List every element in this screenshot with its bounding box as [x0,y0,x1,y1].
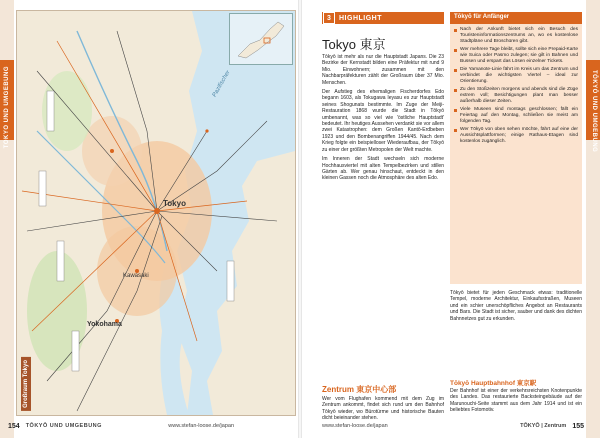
sidebar-item: Wer Tōkyō von oben sehen möchte, fährt auf eine der Aussichtsplattformen; einige Rathaus-Etagen sind kostenlos zugänglich. [454,127,578,145]
left-footer-section: TŌKYŌ UND UMGEBUNG [25,423,102,429]
sidebar-item: Die Yamanote-Linie fährt im Kreis um das Zentrum und verbindet die wichtigsten Viertel – ideal zur Orientierung. [454,67,578,85]
greater-tokyo-map [16,10,296,416]
sidebar-item: Wer mehrere Tage bleibt, sollte sich eine Prepaid-Karte wie Suica oder Pasmo zulegen; sie gilt in Bahnen und Bussen und erspart das Lösen einzelner Tickets. [454,47,578,65]
right-footer [322,420,584,432]
sidebar-list [450,27,582,145]
right-footer-url[interactable]: www.stefan-loose.de/japan [322,423,388,429]
map-place-tokyo: Tokyo [163,199,186,208]
left-footer-url[interactable]: www.stefan-loose.de/japan [168,423,234,429]
sidebar-item: Nach der Ankunft bietet sich ein Besuch des Touristeninformationszentrums an, wo es kostenlose Stadtpläne und Broschüren gibt. [454,27,578,45]
inset-graphic [230,14,292,64]
column-two-paragraph: Tōkyō bietet für jeden Geschmack etwas: traditionelle Tempel, moderne Architektur, Einkaufsstraßen, Museen und ein schier unerschöpfliches Angebot an Restaurants und Bars. Die Stadt ist sicher, sauber und dank des dichten Bahnnetzes gut zu erkunden. [450,290,582,322]
bahnhof-heading: Tōkyō Hauptbahnhof 東京駅 [450,380,537,387]
highlight-label: HIGHLIGHT [339,14,382,22]
map-place-kawasaki: Kawasaki [123,273,149,279]
left-tab-label: TŌKYŌ UND UMGEBUNG [4,66,10,149]
right-thumb-tab [586,0,600,438]
beginner-sidebar [450,12,582,284]
intro-paragraph: Im Inneren der Stadt wechseln sich moderne Hochhausviertel mit alten Tempelbezirken und stillen Gärten ab. Wer genau hinschaut, entdeckt in den kleinen Gassen noch die Atmosphäre des alten Edo. [322,156,444,182]
zentrum-text: Wer vom Flughafen kommend mit dem Zug im Zentrum ankommt, findet sich rund um den Bahnhof Tōkyō wieder, wo Bürotürme und historische Bauten dicht beieinander stehen. [322,396,444,422]
map-place-yokohama: Yokohama [87,321,122,328]
map-graphic [17,11,295,415]
zentrum-heading: Zentrum 東京中心部 [322,385,397,394]
map-title: Großraum Tokyo [21,357,31,411]
right-footer-section: TŌKYŌ | Zentrum [520,423,567,429]
left-page-number: 154 [8,422,20,430]
map-sea-label: Pazifischer [211,69,232,99]
intro-text [322,54,444,185]
sidebar-item: Zu den Stoßzeiten morgens und abends sind die Züge extrem voll; Besichtigungen plant man besser außerhalb dieser Zeiten. [454,87,578,105]
right-tab-label: TŌKYŌ UND UMGEBUNG [591,70,597,153]
right-page-number: 155 [572,422,584,430]
left-footer [8,420,294,432]
highlight-number: 3 [323,12,335,24]
japan-inset-map [229,13,293,65]
page-heading: Tokyo 東京 [322,37,386,52]
sidebar-item: Viele Museen sind montags geschlossen; fällt ein Feiertag auf den Montag, schließen sie meist am folgenden Tag. [454,107,578,125]
column-two-text [450,290,582,325]
left-page [0,0,298,438]
intro-paragraph: Der Aufstieg des ehemaligen Fischerdorfes Edo begann 1603, als Tokugawa Ieyasu es zur Hauptstadt seines Shogunats bestimmte. Im Zuge der Meiji-Restauration 1868 wurde die Stadt in Tōkyō umbenannt, was so viel wie 'östliche Hauptstadt' bedeutet. Ihr heutiges Aussehen verdankt sie vor allem zwei Katastrophen: dem Großen Kantō-Erdbeben 1923 und den Bombenangriffen 1944/45. Nach dem Krieg folgte ein beispielloser Wiederaufbau, der Tōkyō zu einer der größten Metropolen der Welt machte. [322,89,444,153]
bahnhof-text: Der Bahnhof ist einer der verkehrsreichsten Knotenpunkte des Landes. Das restaurierte Backsteingebäude auf der Marunouchi-Seite stammt aus dem Jahr 1914 und ist ein beliebtes Fotomotiv. [450,388,582,414]
left-thumb-tab [0,0,14,438]
sidebar-title: Tōkyō für Anfänger [450,12,582,24]
right-page [302,0,600,438]
highlight-header [322,12,444,24]
intro-paragraph: Tōkyō ist mehr als nur die Hauptstadt Japans. Die 23 Bezirke der Kernstadt bilden eine Präfektur mit rund 9 Mio. Einwohnern; zusammen mit den Nachbarpräfekturen zählt der Großraum über 37 Mio. Menschen. [322,54,444,86]
